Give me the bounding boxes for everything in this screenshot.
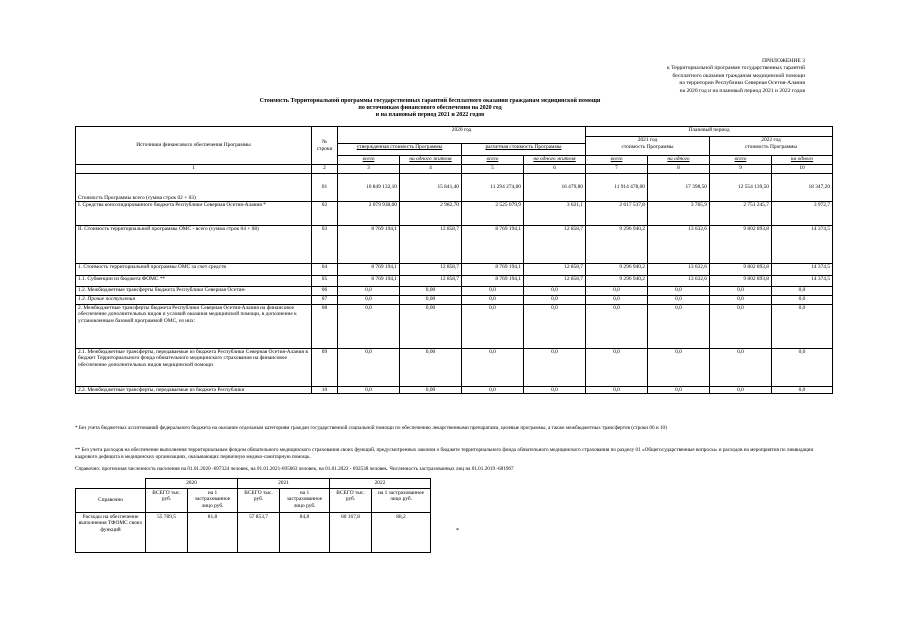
row-number: 09: [312, 349, 338, 387]
cell-value: 0,0: [648, 287, 710, 296]
column-number: 1: [76, 165, 312, 174]
appendix-header: [485, 58, 805, 95]
document-title: [150, 98, 710, 118]
cell-value: 0,0: [462, 387, 524, 394]
row-number-header: № строки: [312, 127, 338, 165]
cell-value: 0,0: [648, 305, 710, 349]
cell-value: 15 841,40: [400, 174, 462, 202]
cost-table: [75, 126, 833, 394]
column-number: 3: [338, 165, 400, 174]
year-label: 2020: [146, 479, 238, 489]
table-row: [76, 264, 833, 276]
row-name: I. Средства консолидированного бюджета Республики Северная Осетия-Алания *: [76, 202, 312, 226]
reference-header: Справочно: [76, 488, 146, 512]
row-name: II. Стоимость территориальной программы ОМС - всего (сумма строк 04 + 08): [76, 226, 312, 264]
cell-value: 9 802 893,8: [710, 264, 772, 276]
cell-value: 14 374,5: [772, 226, 833, 264]
total-header: ВСЕГО тыс. руб.: [146, 488, 188, 512]
column-number: 7: [586, 165, 648, 174]
cell-value: 2 982,70: [400, 202, 462, 226]
cell-value: 0,0: [338, 387, 400, 394]
title-line: Стоимость Территориальной программы государственных гарантий бесплатного оказания гражданам медицинской помощи: [259, 98, 601, 104]
cell-value: 9 296 940,2: [586, 226, 648, 264]
cell-value: 9 802 893,8: [710, 276, 772, 287]
cell-value: 0,0: [524, 296, 586, 305]
reference-note: Справочно: прогнозная численность населения на 01.01.2020 -697324 человек, на 01.01.2021-695063 человек, на 01.01.2022 - 692538 человек. Численность застрахованных лиц на 01.01.2019 -681967: [75, 466, 514, 472]
cell-value: 0,0: [462, 305, 524, 349]
per-capita-header: на одного жителя: [524, 156, 586, 165]
column-number: 9: [710, 165, 772, 174]
cell-value: 81,8: [188, 512, 238, 552]
cell-value: 0,0: [710, 296, 772, 305]
row-number: 01: [312, 174, 338, 202]
total-header: всего: [586, 156, 648, 165]
approved-cost-header: утвержденная стоимость Программы: [338, 144, 462, 156]
cell-value: 13 632,6: [648, 276, 710, 287]
cell-value: 8 769 194,1: [462, 264, 524, 276]
title-line: по источникам финансового обеспечения на 2020 год: [358, 104, 502, 111]
title-line: и на плановый период 2021 и 2022 годов: [375, 111, 485, 118]
row-number: 08: [312, 305, 338, 349]
row-name: 1. Стоимость территориальной программы ОМС за счет средств: [76, 264, 312, 276]
cell-value: 0,0: [524, 305, 586, 349]
per-capita-header: на одного: [772, 156, 833, 165]
cell-value: 2 617 537,8: [586, 202, 648, 226]
cell-value: 0,00: [400, 305, 462, 349]
cell-value: 0,0: [772, 287, 833, 296]
per-insured-header: на 1 застрахованное лицо руб.: [188, 488, 238, 512]
appendix-line: бесплатного оказания гражданам медицинской помощи: [672, 72, 805, 79]
year-label: 2021: [238, 479, 330, 489]
row-name: 2.1. Межбюджетные трансферты, передаваемые из бюджета Республики Северная Осетия-Алания в бюджет Территориального фонда обязательного медицинского страхования на финансовое обеспечение дополнительных видов медицинской помощи: [76, 349, 312, 387]
cell-value: 2 751 245,7: [710, 202, 772, 226]
cell-value: 0,0: [710, 305, 772, 349]
column-number: 2: [312, 165, 338, 174]
cell-value: 2 525 079,9: [462, 202, 524, 226]
cell-value: 0,00: [400, 387, 462, 394]
cell-value: 0,0: [648, 296, 710, 305]
cell-value: 9 296 940,2: [586, 276, 648, 287]
cell-value: 8 769 194,1: [338, 276, 400, 287]
year-2020-header: 2020 год: [338, 127, 586, 144]
row-number: 10: [312, 387, 338, 394]
cell-value: 0,00: [400, 287, 462, 296]
total-header: всего: [462, 156, 524, 165]
cell-value: 0,0: [586, 305, 648, 349]
table-row: [76, 287, 833, 296]
cell-value: 12 858,7: [400, 276, 462, 287]
appendix-line: на территории Республики Северная Осетия-Алания: [679, 80, 805, 87]
cell-value: 17 398,50: [648, 174, 710, 202]
column-number: 6: [524, 165, 586, 174]
per-insured-header: на 1 застрахованное лицо руб.: [280, 488, 330, 512]
cell-value: 12 858,7: [524, 276, 586, 287]
cell-value: 0,0: [524, 387, 586, 394]
column-number: 8: [648, 165, 710, 174]
cell-value: 0,0: [772, 387, 833, 394]
cell-value: 3 765,9: [648, 202, 710, 226]
cell-value: 0,0: [462, 287, 524, 296]
cell-value: 2 079 938,00: [338, 202, 400, 226]
cell-value: 13 632,6: [648, 264, 710, 276]
table-row: [76, 296, 833, 305]
cell-value: 8 769 194,1: [338, 226, 400, 264]
row-label: Расходы на обеспечение выполнения ТФОМС своих функций: [76, 512, 146, 552]
table-row: [76, 387, 833, 394]
row-name: 2. Межбюджетные трансферты бюджета Республики Северная Осетия-Алания на финансовое обеспечение дополнительных видов и условий оказания медицинской помощи, в дополнение к установленным базовой программой ОМС, из них:: [76, 305, 312, 349]
cell-value: 57 853,7: [238, 512, 280, 552]
appendix-line: ПРИЛОЖЕНИЕ 3: [761, 58, 805, 64]
per-insured-header: на 1 застрахованное лицо руб.: [372, 488, 431, 512]
appendix-line: к Территориальной программе государственных гарантий: [666, 65, 805, 72]
cell-value: 0,0: [462, 349, 524, 387]
row-name: Стоимость Программы всего (сумма строк 02 + 03): [76, 174, 312, 202]
table-row: [76, 226, 833, 264]
table-row: [76, 174, 833, 202]
cell-value: 16 479,80: [524, 174, 586, 202]
cell-value: 0,0: [772, 305, 833, 349]
appendix-line: на 2020 год и на плановый период 2021 и 2022 годов: [679, 87, 805, 94]
per-capita-header: на одного: [648, 156, 710, 165]
cell-value: 0,0: [338, 305, 400, 349]
total-header: ВСЕГО тыс. руб.: [238, 488, 280, 512]
row-number: 03: [312, 226, 338, 264]
cell-value: 0,0: [586, 349, 648, 387]
cell-value: 9 802 893,8: [710, 226, 772, 264]
footnote-2: ** Без учета расходов на обеспечение выполнения территориальным фондом обязательного медицинского страхования своих функций, предусмотренных законом о бюджете территориального фонда обязательного медицинского страхования по разделу 01 «Общегосударственные вопросы» и расходов на мероприятия по ликвидации кадрового дефицита в медицинских организациях, оказывающих первичную медико-санитарную помощь.: [75, 447, 814, 460]
cell-value: 0,0: [524, 287, 586, 296]
row-number: 05: [312, 276, 338, 287]
table-row: [76, 202, 833, 226]
cell-value: 0,0: [338, 349, 400, 387]
calculated-cost-header: расчетная стоимость Программы: [462, 144, 586, 156]
table-row: [76, 276, 833, 287]
cell-value: 13 632,6: [648, 226, 710, 264]
cell-value: 0,0: [648, 349, 710, 387]
cell-value: 88,2: [372, 512, 431, 552]
cell-value: 0,0: [338, 296, 400, 305]
cell-value: 11 914 478,00: [586, 174, 648, 202]
cell-value: 0,0: [524, 349, 586, 387]
cell-value: 0,00: [400, 349, 462, 387]
cell-value: 0,0: [462, 296, 524, 305]
total-header: всего: [338, 156, 400, 165]
row-number: 04: [312, 264, 338, 276]
cell-value: 55 789,5: [146, 512, 188, 552]
total-header: всего: [710, 156, 772, 165]
row-name: 1.3. Прочие поступления: [76, 296, 312, 305]
row-number: 06: [312, 287, 338, 296]
per-capita-header: на одного жителя: [400, 156, 462, 165]
cell-value: 0,0: [772, 349, 833, 387]
total-header: ВСЕГО тыс. руб.: [330, 488, 372, 512]
column-number: 4: [400, 165, 462, 174]
cell-value: 14 374,5: [772, 264, 833, 276]
table-row: [76, 349, 833, 387]
program-cost-2021-header: стоимость Программы: [586, 144, 710, 156]
cell-value: 8 769 194,1: [462, 276, 524, 287]
cell-value: 9 296 940,2: [586, 264, 648, 276]
source-header: Источники финансового обеспечения Программы: [76, 127, 312, 165]
cell-value: 18 347,20: [772, 174, 833, 202]
cell-value: 0,0: [586, 287, 648, 296]
cell-value: 12 858,7: [524, 264, 586, 276]
cell-value: 0,0: [772, 296, 833, 305]
cell-value: 0,0: [710, 387, 772, 394]
cell-value: 14 374,5: [772, 276, 833, 287]
row-name: 2.2. Межбюджетные трансферты, передаваемые из бюджета Республики: [76, 387, 312, 394]
column-number: 5: [462, 165, 524, 174]
cell-value: 0,0: [586, 296, 648, 305]
planning-period-header: Плановый период: [586, 127, 833, 137]
cell-value: 12 858,7: [400, 226, 462, 264]
year-2022-header: 2022 год: [710, 137, 833, 144]
row-number: 07: [312, 296, 338, 305]
cell-value: 0,0: [710, 287, 772, 296]
cell-value: 12 858,7: [524, 226, 586, 264]
cell-value: 0,0: [338, 287, 400, 296]
asterisk-mark: *: [456, 528, 459, 534]
cell-value: 60 167,8: [330, 512, 372, 552]
cell-value: 3 621,1: [524, 202, 586, 226]
cell-value: 0,00: [400, 296, 462, 305]
cell-value: 11 294 274,00: [462, 174, 524, 202]
row-number: 02: [312, 202, 338, 226]
cell-value: 12 858,7: [400, 264, 462, 276]
cell-value: 8 769 194,1: [338, 264, 400, 276]
row-name: 1.1. Субвенции из бюджета ФОМС **: [76, 276, 312, 287]
cell-value: 10 849 132,10: [338, 174, 400, 202]
year-2021-header: 2021 год: [586, 137, 710, 144]
table-row: [76, 305, 833, 349]
cell-value: 12 554 139,50: [710, 174, 772, 202]
cell-value: 0,0: [710, 349, 772, 387]
column-number: 10: [772, 165, 833, 174]
cell-value: 3 972,7: [772, 202, 833, 226]
row-name: 1.2. Межбюджетные трансферты бюджета Республики Северная Осетия-: [76, 287, 312, 296]
cell-value: 0,0: [586, 387, 648, 394]
program-cost-2022-header: стоимость Программы: [710, 144, 833, 156]
cell-value: 84,8: [280, 512, 330, 552]
cell-value: 8 769 194,1: [462, 226, 524, 264]
footnote-1: * Без учета бюджетных ассигнований федерального бюджета на оказание отдельным категориям граждан государственной социальной помощи по обеспечению лекарственными препаратами, целевые программы, а также межбюджетных трансфертов (строки 06 и 10): [75, 425, 667, 431]
reference-table: [75, 478, 431, 553]
cell-value: 0,0: [648, 387, 710, 394]
year-label: 2022: [330, 479, 431, 489]
